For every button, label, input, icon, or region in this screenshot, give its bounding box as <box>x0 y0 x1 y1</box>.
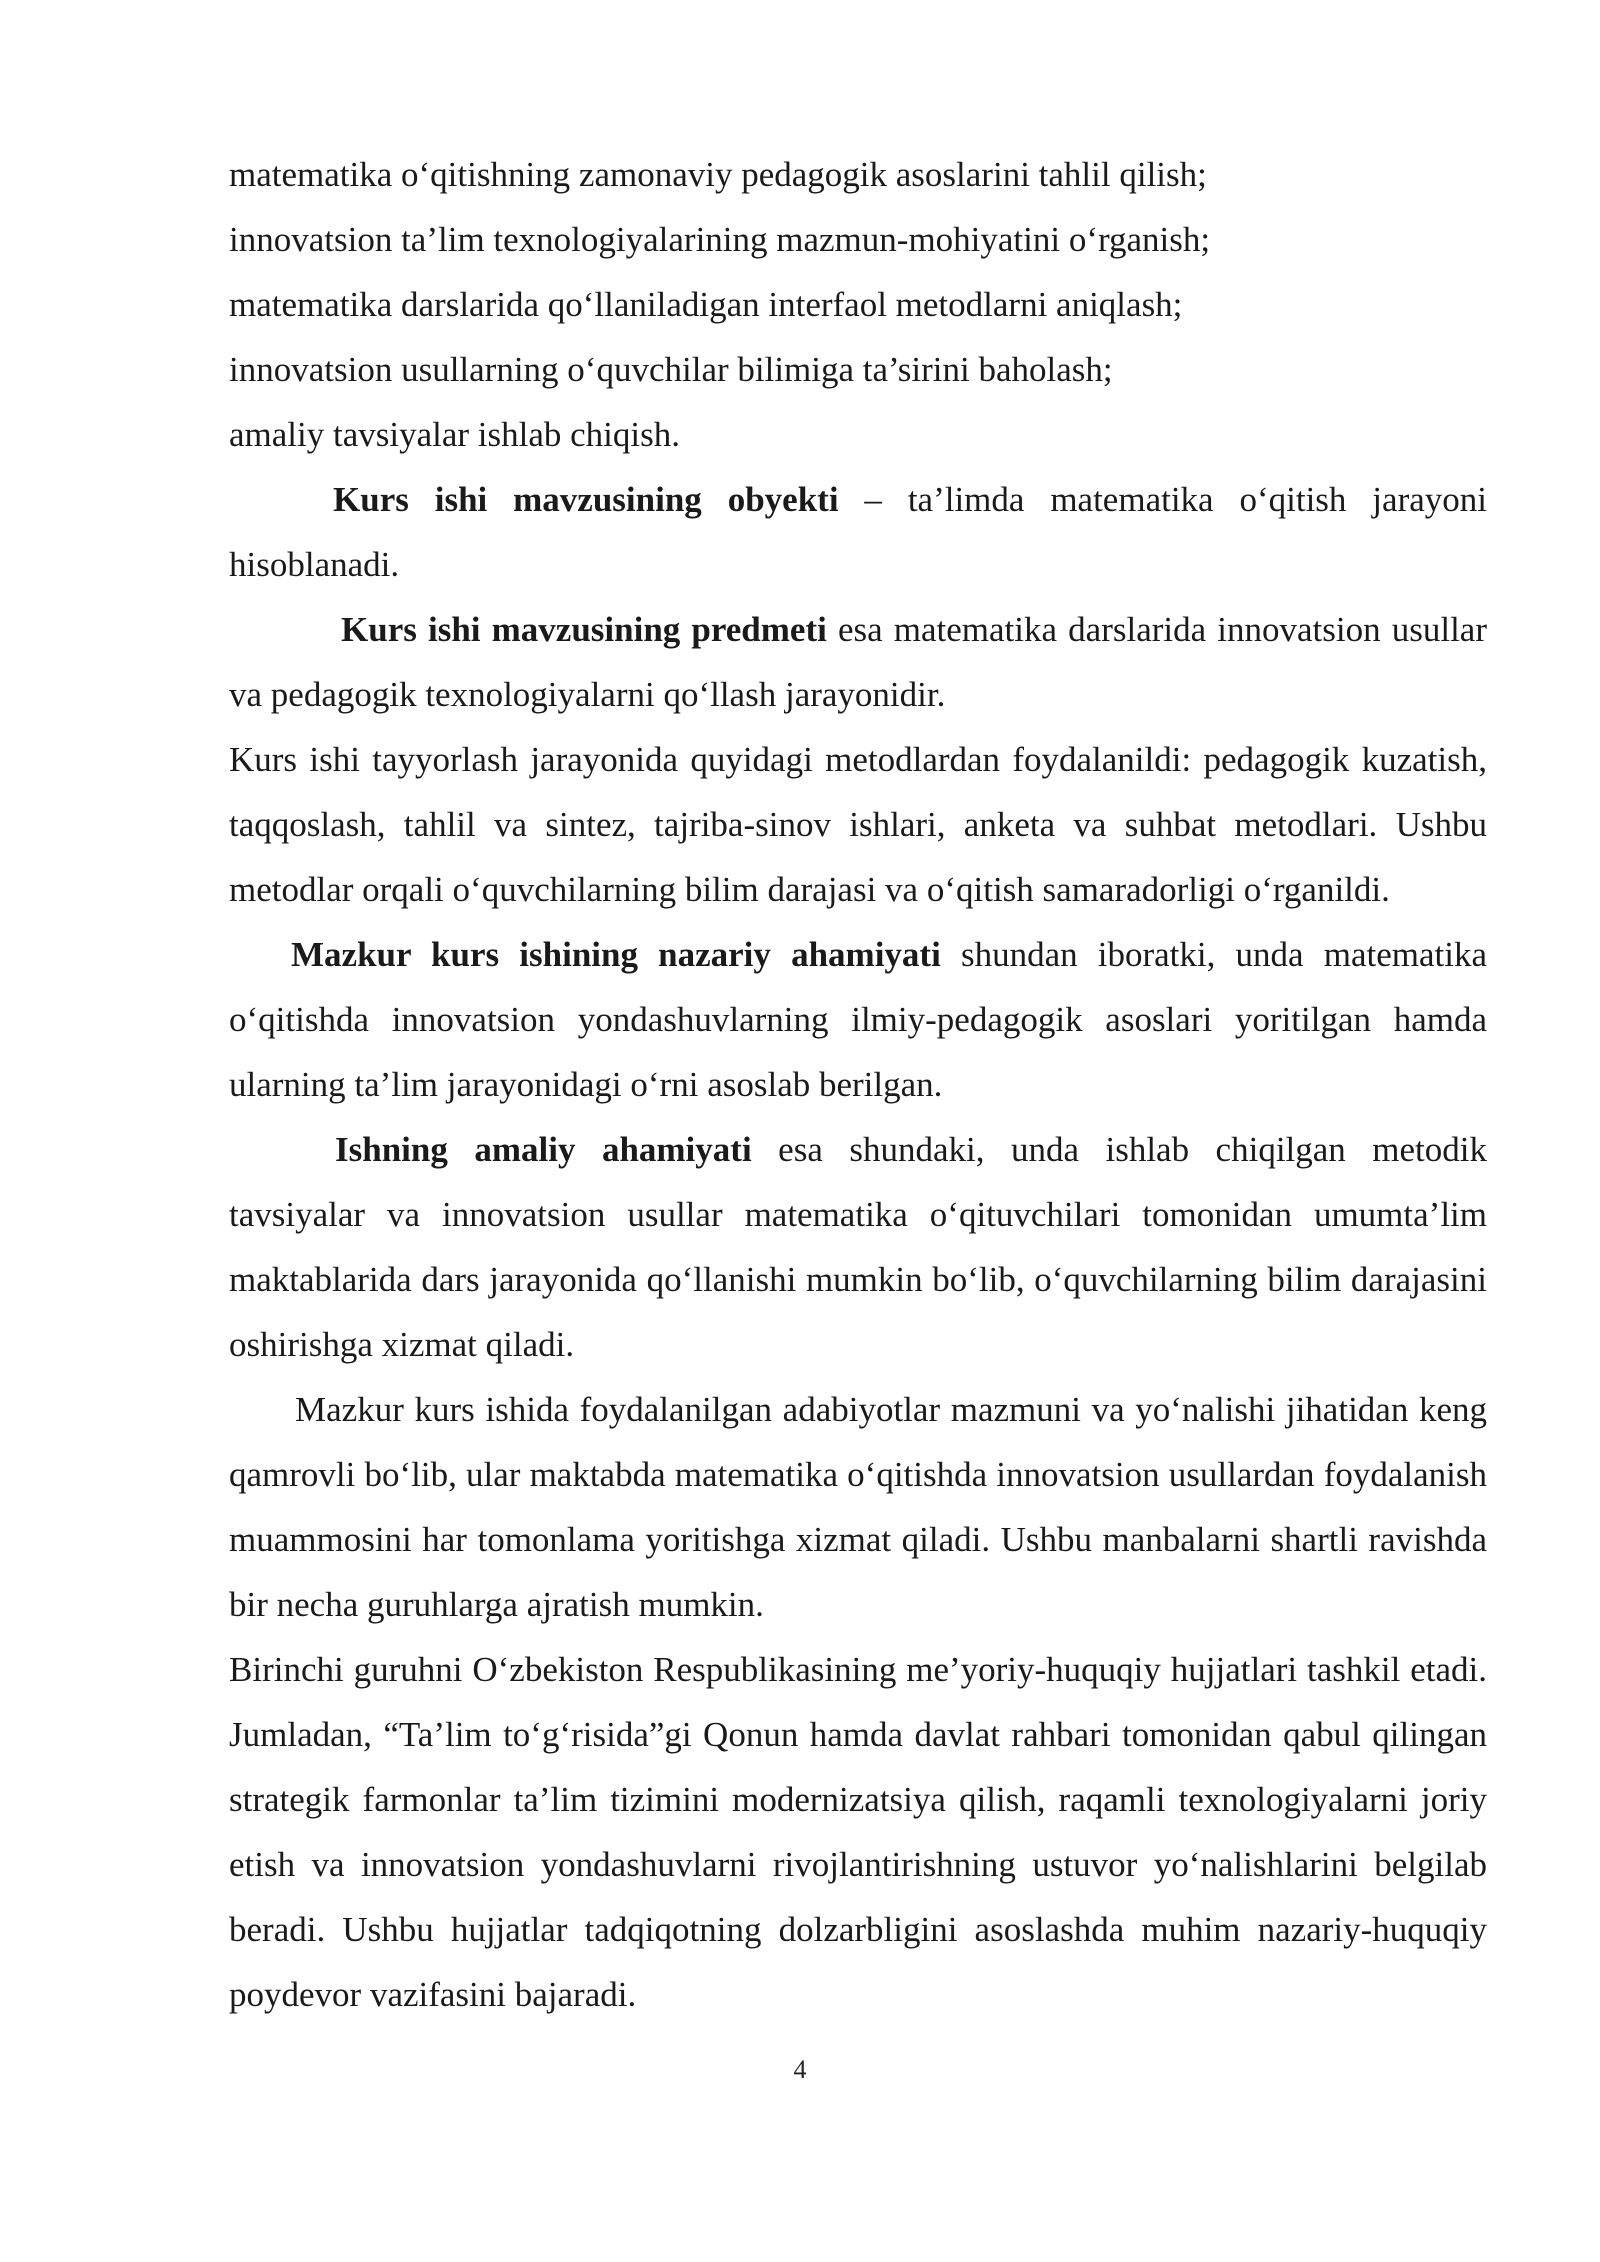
practical-label: Ishning amaliy ahamiyati <box>335 1130 752 1169</box>
theoretical-label: Mazkur kurs ishining nazariy ahamiyati <box>291 935 941 974</box>
object-label: Kurs ishi mavzusining obyekti <box>333 480 839 519</box>
object-paragraph <box>229 467 1487 597</box>
task-item: matematika o‘qitishning zamonaviy pedagogik asoslarini tahlil qilish; <box>229 155 1207 194</box>
object-text: – ta’limda matematika o‘qitish jarayoni hisoblanadi. <box>229 480 1487 584</box>
literature-paragraph: Mazkur kurs ishida foydalanilgan adabiyotlar mazmuni va yo‘nalishi jihatidan keng qamrovli bo‘lib, ular maktabda matematika o‘qitishda innovatsion usullardan foydalanish muammosini har tomonlama yoritishga xizmat qiladi. Ushbu manbalarni shartli ravishda bir necha guruhlarga ajratish mumkin. <box>229 1390 1487 1624</box>
task-item: matematika darslarida qo‘llaniladigan interfaol metodlarni aniqlash; <box>229 285 1183 324</box>
task-item: innovatsion usullarning o‘quvchilar bilimiga ta’sirini baholash; <box>229 350 1113 389</box>
subject-text: esa matematika darslarida innovatsion usullar va pedagogik texnologiyalarni qo‘llash jarayonidir. <box>229 610 1487 714</box>
practical-text: esa shundaki, unda ishlab chiqilgan metodik tavsiyalar va innovatsion usullar matematika o‘qituvchilari tomonidan umumta’lim maktablarida dars jarayonida qo‘llanishi mumkin bo‘lib, o‘quvchilarning bilim darajasini oshirishga xizmat qiladi. <box>229 1130 1487 1364</box>
task-item: innovatsion ta’lim texnologiyalarining mazmun-mohiyatini o‘rganish; <box>229 220 1211 259</box>
task-item: amaliy tavsiyalar ishlab chiqish. <box>229 415 681 454</box>
subject-label: Kurs ishi mavzusining predmeti <box>341 610 827 649</box>
practical-paragraph <box>229 1117 1487 1377</box>
page-number: 4 <box>793 2055 807 2084</box>
page-body <box>229 142 1487 2027</box>
first-group-paragraph: Birinchi guruhni O‘zbekiston Respublikasining me’yoriy-huquqiy hujjatlari tashkil etadi. Jumladan, “Ta’lim to‘g‘risida”gi Qonun hamda davlat rahbari tomonidan qabul qilingan strategik farmonlar ta’lim tizimini modernizatsiya qilish, raqamli texnologiyalarni joriy etish va innovatsion yondashuvlarni rivojlantirishning ustuvor yo‘nalishlarini belgilab beradi. Ushbu hujjatlar tadqiqotning dolzarbligini asoslashda muhim nazariy-huquqiy poydevor vazifasini bajaradi. <box>229 1650 1487 2014</box>
theoretical-paragraph <box>229 922 1487 1117</box>
theoretical-text: shundan iboratki, unda matematika o‘qitishda innovatsion yondashuvlarning ilmiy-pedagogik asoslari yoritilgan hamda ularning ta’lim jarayonidagi o‘rni asoslab berilgan. <box>229 935 1487 1104</box>
methods-paragraph: Kurs ishi tayyorlash jarayonida quyidagi metodlardan foydalanildi: pedagogik kuzatish, taqqoslash, tahlil va sintez, tajriba-sinov ishlari, anketa va suhbat metodlari. Ushbu metodlar orqali o‘quvchilarning bilim darajasi va o‘qitish samaradorligi o‘rganildi. <box>229 740 1487 909</box>
subject-paragraph <box>229 597 1487 727</box>
